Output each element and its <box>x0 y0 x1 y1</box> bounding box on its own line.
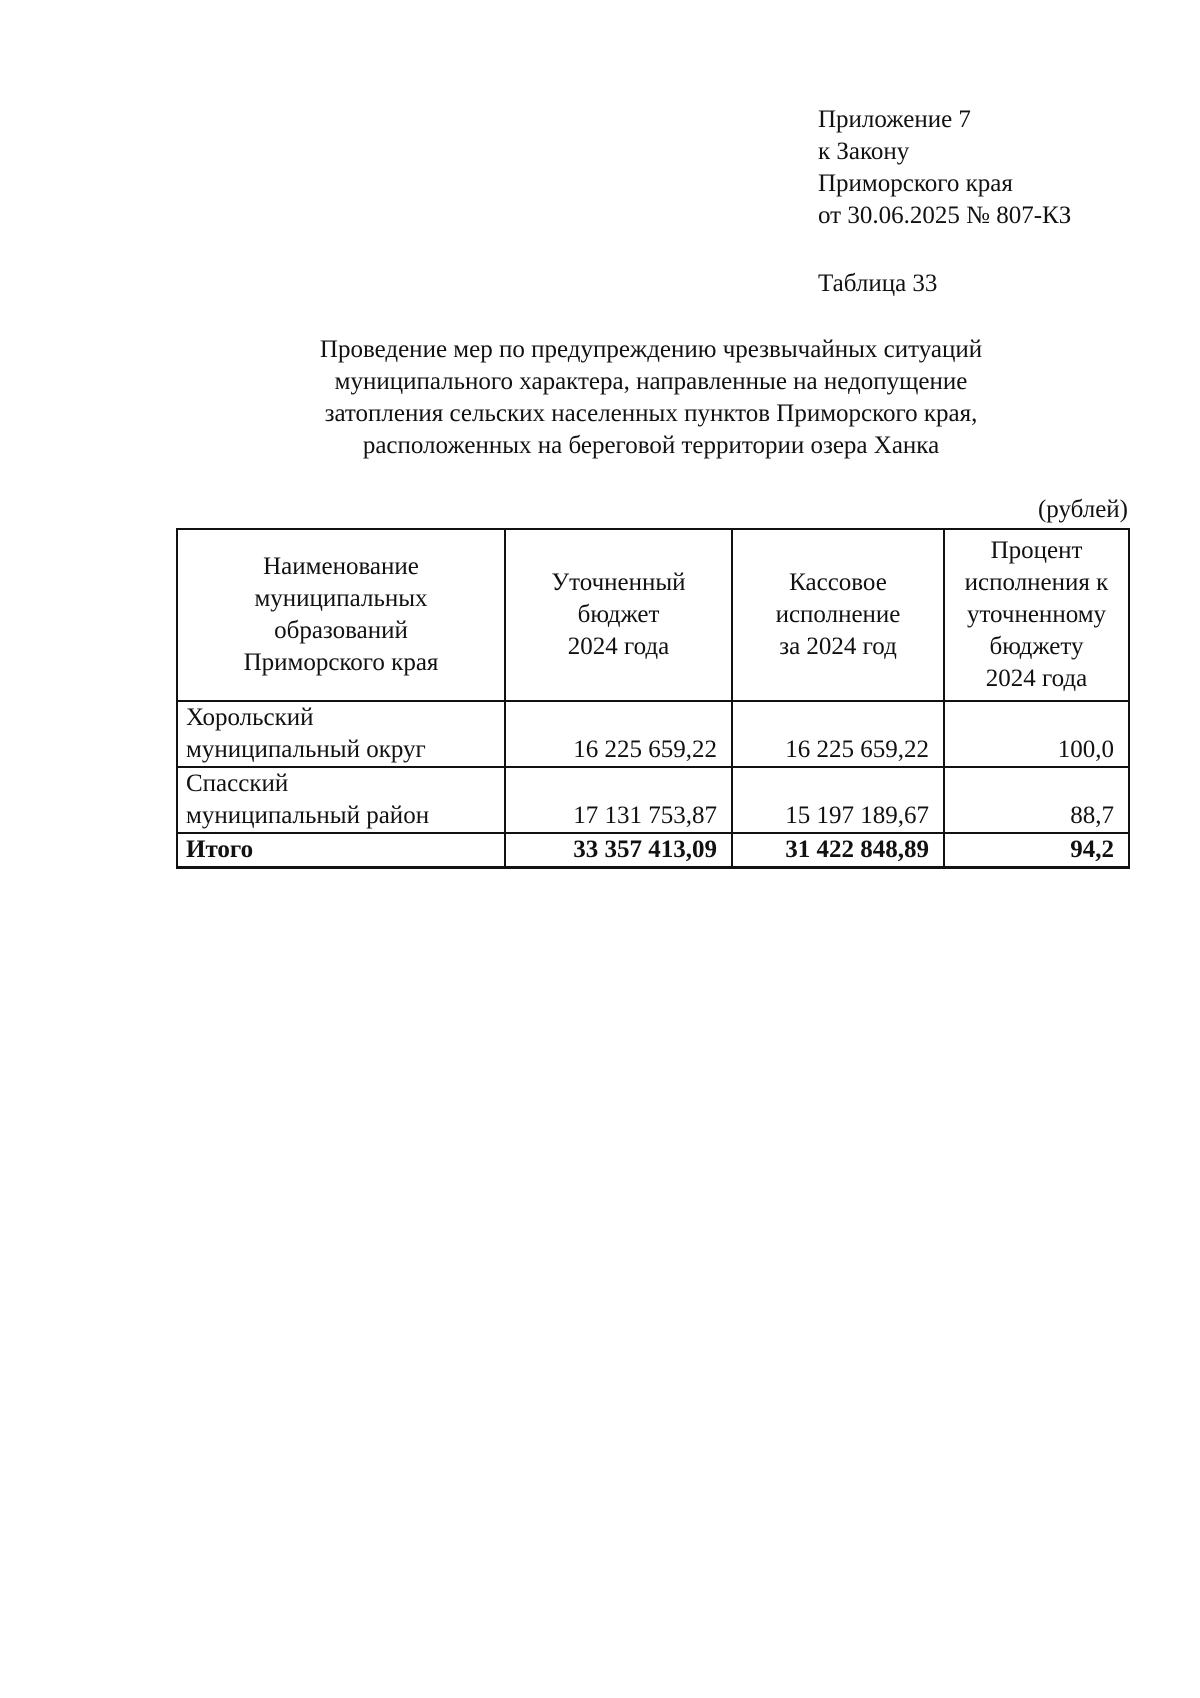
total-row <box>177 833 1129 868</box>
header-budget: Уточненный бюджет 2024 года <box>505 529 732 701</box>
appendix-line: Приложение 7 <box>818 106 971 133</box>
municipality-name: Хорольский муниципальный округ <box>177 701 505 767</box>
municipality-name: Спасский муниципальный район <box>177 767 505 833</box>
table-header-row <box>177 529 1129 701</box>
table-number: Таблица 33 <box>818 270 938 297</box>
title-line: затопления сельских населенных пунктов Приморского края, <box>324 400 978 427</box>
total-percent: 94,2 <box>944 833 1129 868</box>
appendix-line: к Закону <box>818 138 910 165</box>
appendix-line: Приморского края <box>818 170 1013 197</box>
document-title <box>176 334 1126 462</box>
budget-table <box>176 528 1130 869</box>
table-row <box>177 767 1129 833</box>
units-label: (рублей) <box>1037 496 1128 523</box>
appendix-block <box>818 104 1071 232</box>
title-line: муниципального характера, направленные на недопущение <box>334 368 968 395</box>
header-percent: Процент исполнения к уточненному бюджету 2024 года <box>944 529 1129 701</box>
total-budget: 33 357 413,09 <box>505 833 732 868</box>
title-line: Проведение мер по предупреждению чрезвычайных ситуаций <box>319 336 983 363</box>
execution-value: 15 197 189,67 <box>732 767 944 833</box>
header-execution: Кассовое исполнение за 2024 год <box>732 529 944 701</box>
budget-value: 16 225 659,22 <box>505 701 732 767</box>
execution-value: 16 225 659,22 <box>732 701 944 767</box>
table-row <box>177 701 1129 767</box>
percent-value: 88,7 <box>944 767 1129 833</box>
total-label: Итого <box>177 833 505 868</box>
header-municipality: Наименование муниципальных образований Приморского края <box>177 529 505 701</box>
title-line: расположенных на береговой территории озера Ханка <box>362 432 940 459</box>
total-execution: 31 422 848,89 <box>732 833 944 868</box>
budget-value: 17 131 753,87 <box>505 767 732 833</box>
percent-value: 100,0 <box>944 701 1129 767</box>
appendix-line: от 30.06.2025 № 807-КЗ <box>818 202 1072 229</box>
